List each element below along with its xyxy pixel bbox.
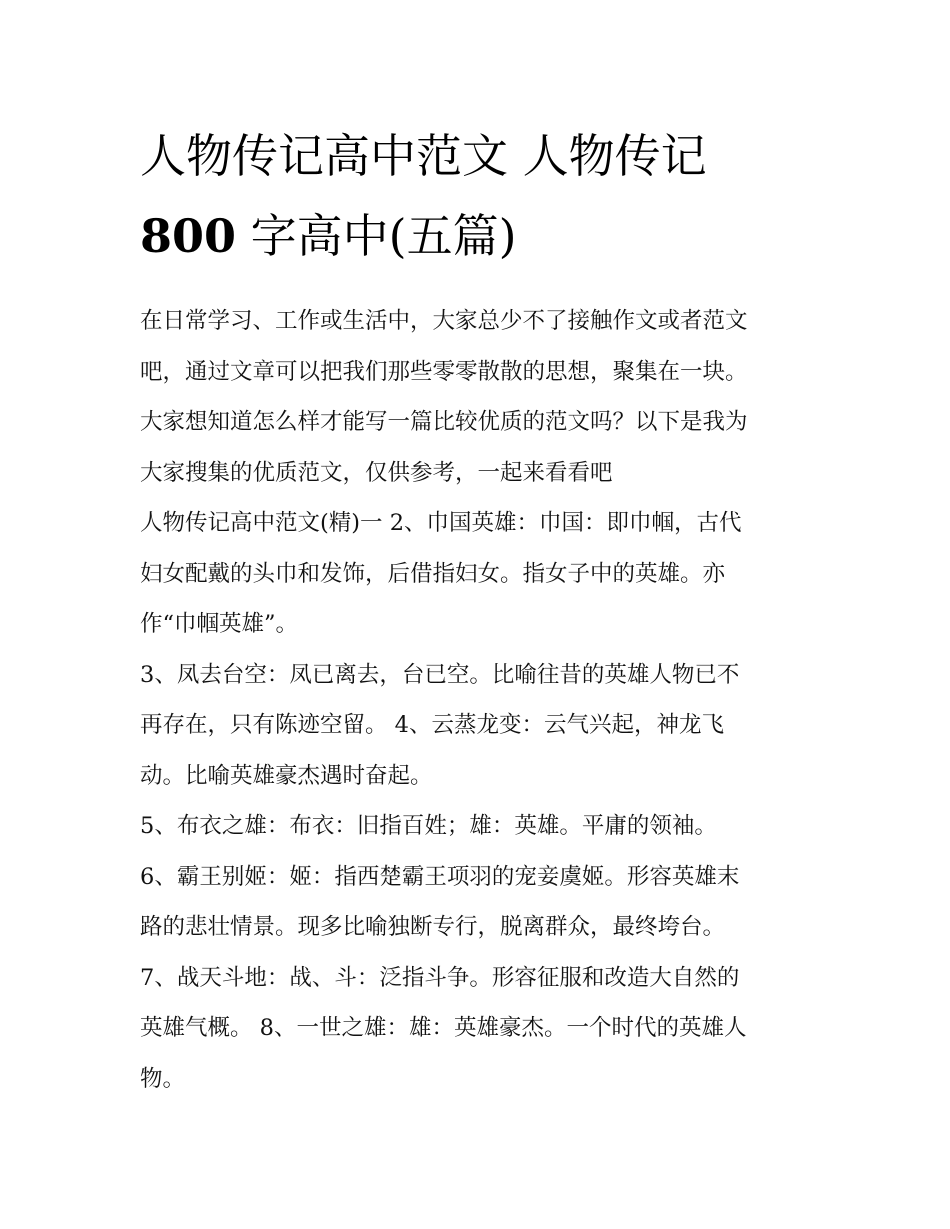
paragraph-line: 5、布衣之雄：布衣：旧指百姓；雄：英雄。平庸的领袖。 <box>140 813 717 839</box>
paragraph-line: 在日常学习、工作或生活中，大家总少不了接触作文或者范文 <box>140 308 748 334</box>
title-line-2-text: 字高中(五篇) <box>236 209 517 263</box>
entry-paragraph-7-8 <box>140 953 820 1105</box>
paragraph-line: 物。 <box>140 1065 186 1092</box>
paragraph-line: 英雄气概。 8、一世之雄：雄：英雄豪杰。一个时代的英雄人 <box>140 1015 747 1041</box>
paragraph-line: 路的悲壮情景。现多比喻独断专行，脱离群众，最终垮台。 <box>140 914 726 940</box>
paragraph-line: 6、霸王别姬：姬：指西楚霸王项羽的宠妾虞姬。形容英雄末 <box>140 863 740 890</box>
title-number: 800 <box>140 209 237 263</box>
document-body <box>140 116 820 1104</box>
entry-paragraph-2 <box>140 498 820 650</box>
document-title <box>140 116 820 276</box>
entry-paragraph-6 <box>140 852 820 953</box>
entry-paragraph-5 <box>140 801 820 852</box>
paragraph-line: 妇女配戴的头巾和发饰，后借指妇女。指女子中的英雄。亦 <box>140 560 726 587</box>
paragraph-line: 7、战天斗地：战、斗：泛指斗争。形容征服和改造大自然的 <box>140 964 740 991</box>
entry-paragraph-3-4 <box>140 650 820 802</box>
paragraph-line: 人物传记高中范文(精)一 2、巾国英雄：巾国：即巾帼，古代 <box>140 510 742 536</box>
paragraph-line: 大家想知道怎么样才能写一篇比较优质的范文吗？以下是我为 <box>140 409 748 435</box>
paragraph-line: 大家搜集的优质范文，仅供参考，一起来看看吧 <box>140 459 613 486</box>
paragraph-line: 再存在，只有陈迹空留。 4、云蒸龙变：云气兴起，神龙飞 <box>140 712 724 738</box>
intro-paragraph <box>140 296 820 498</box>
title-line-2 <box>140 196 820 276</box>
paragraph-line: 作“巾帼英雄”。 <box>140 611 299 637</box>
title-line-1: 人物传记高中范文 人物传记 <box>140 129 707 183</box>
paragraph-line: 动。比喻英雄豪杰遇时奋起。 <box>140 762 433 789</box>
paragraph-line: 3、凤去台空：凤已离去，台已空。比喻往昔的英雄人物已不 <box>140 661 740 688</box>
paragraph-line: 吧，通过文章可以把我们那些零零散散的思想，聚集在一块。 <box>140 358 748 385</box>
